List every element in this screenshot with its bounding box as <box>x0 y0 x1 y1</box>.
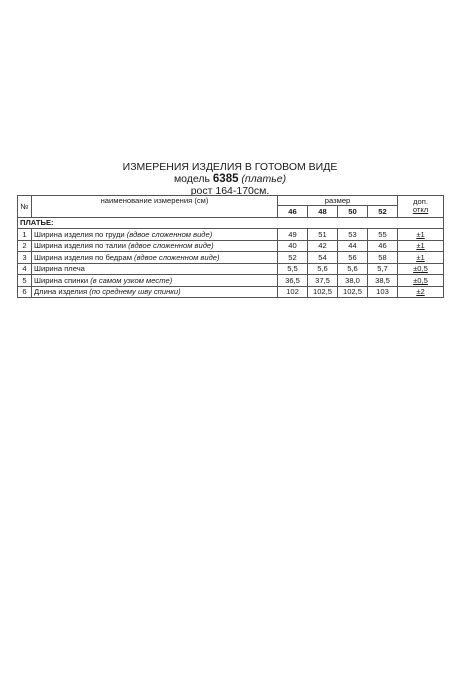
tolerance-value: ±1 <box>416 241 425 251</box>
doc-title: ИЗМЕРЕНИЯ ИЗДЕЛИЯ В ГОТОВОМ ВИДЕ <box>122 161 338 173</box>
value-cell: 36,5 <box>278 275 308 287</box>
group-row <box>18 217 444 229</box>
tolerance-cell <box>398 229 444 241</box>
measurement-note: (по среднему шву спинки) <box>89 287 181 297</box>
row-number: 1 <box>18 229 32 241</box>
size-label: 52 <box>368 206 398 218</box>
value-cell: 37,5 <box>308 275 338 287</box>
tolerance-cell <box>398 263 444 275</box>
measurement-name <box>32 275 278 287</box>
table-row <box>18 275 444 287</box>
value-cell: 5,6 <box>338 263 368 275</box>
value-cell: 38,5 <box>368 275 398 287</box>
header-tolerance-line2: откл <box>412 205 429 215</box>
model-type: (платье) <box>241 173 287 185</box>
measurement-label: Ширина спинки <box>34 275 89 285</box>
value-cell: 49 <box>278 229 308 241</box>
value-cell: 55 <box>368 229 398 241</box>
value-cell: 5,5 <box>278 263 308 275</box>
value-cell: 42 <box>308 240 338 252</box>
measurement-label: Ширина изделия по груди <box>34 229 125 239</box>
value-cell: 51 <box>308 229 338 241</box>
measurement-name <box>32 240 278 252</box>
measurement-label: Ширина плеча <box>34 264 85 274</box>
model-number: 6385 <box>212 173 239 185</box>
value-cell: 5,6 <box>308 263 338 275</box>
table-row <box>18 263 444 275</box>
measurement-note: (вдвое сложенном виде) <box>128 241 214 251</box>
tolerance-cell <box>398 275 444 287</box>
height-range: рост 164-170см. <box>190 185 270 197</box>
header-size: размер <box>278 196 398 206</box>
tolerance-value: ±1 <box>416 229 425 239</box>
measurement-note: (в самом узком месте) <box>90 275 173 285</box>
value-cell: 46 <box>368 240 398 252</box>
value-cell: 52 <box>278 252 308 264</box>
value-cell: 38,0 <box>338 275 368 287</box>
header-measurement-name: наименование измерения (см) <box>32 196 278 218</box>
header-tolerance <box>398 196 444 218</box>
measurement-note: (вдвое сложенном виде) <box>134 252 220 262</box>
tolerance-value: ±1 <box>416 252 425 262</box>
table-row <box>18 240 444 252</box>
measurement-note: (вдвое сложенном виде) <box>126 229 213 239</box>
value-cell: 58 <box>368 252 398 264</box>
measurement-name <box>32 286 278 298</box>
value-cell: 102 <box>278 286 308 298</box>
size-label: 48 <box>308 206 338 218</box>
tolerance-cell <box>398 252 444 264</box>
header-tolerance-line1: доп. <box>413 197 428 207</box>
tolerance-value: ±2 <box>416 287 425 297</box>
row-number: 2 <box>18 240 32 252</box>
tolerance-value: ±0,5 <box>413 275 428 285</box>
measurement-label: Длина изделия <box>34 287 88 297</box>
group-label: ПЛАТЬЕ: <box>18 217 444 229</box>
value-cell: 56 <box>338 252 368 264</box>
row-number: 6 <box>18 286 32 298</box>
model-line <box>0 173 460 185</box>
measurement-name <box>32 229 278 241</box>
tolerance-cell <box>398 286 444 298</box>
value-cell: 102,5 <box>338 286 368 298</box>
tolerance-value: ±0,5 <box>413 264 428 274</box>
measurements-table <box>17 195 444 298</box>
size-label: 50 <box>338 206 368 218</box>
value-cell: 102,5 <box>308 286 338 298</box>
value-cell: 103 <box>368 286 398 298</box>
value-cell: 44 <box>338 240 368 252</box>
table-header-row <box>18 196 444 206</box>
tolerance-cell <box>398 240 444 252</box>
table-row <box>18 286 444 298</box>
value-cell: 54 <box>308 252 338 264</box>
row-number: 3 <box>18 252 32 264</box>
value-cell: 40 <box>278 240 308 252</box>
size-label: 46 <box>278 206 308 218</box>
table-row <box>18 229 444 241</box>
table-row <box>18 252 444 264</box>
value-cell: 5,7 <box>368 263 398 275</box>
measurement-name <box>32 252 278 264</box>
model-prefix: модель <box>173 173 210 185</box>
measurement-label: Ширина изделия по бедрам <box>34 252 132 262</box>
header-no: № <box>18 196 32 218</box>
row-number: 4 <box>18 263 32 275</box>
measurement-name <box>32 263 278 275</box>
measurement-label: Ширина изделия по талии <box>34 241 127 251</box>
row-number: 5 <box>18 275 32 287</box>
value-cell: 53 <box>338 229 368 241</box>
